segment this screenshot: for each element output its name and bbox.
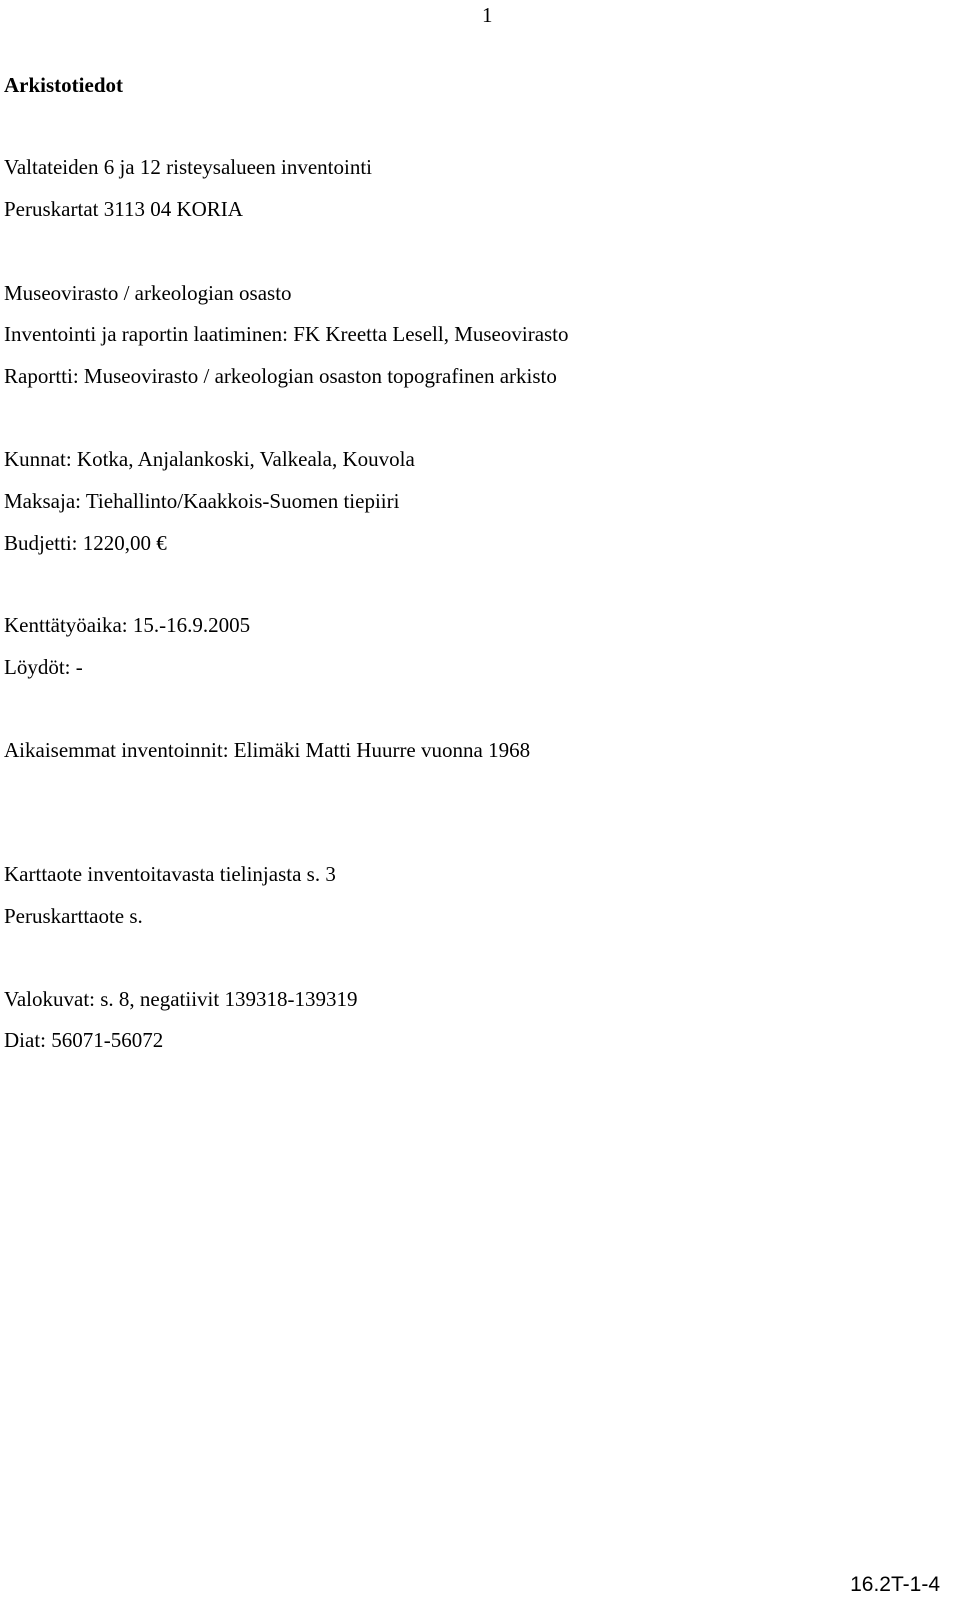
previous-inventories: Aikaisemmat inventoinnit: Elimäki Matti Huurre vuonna 1968 [4,738,531,762]
slides: Diat: 56071-56072 [4,1028,164,1052]
document-title: Arkistotiedot [4,73,123,97]
budget: Budjetti: 1220,00 € [4,531,167,555]
finds: Löydöt: - [4,655,83,679]
inventory-name: Valtateiden 6 ja 12 risteysalueen inventointi [4,155,372,179]
municipalities: Kunnat: Kotka, Anjalankoski, Valkeala, Kouvola [4,447,415,471]
footer-code: 16.2T-1-4 [850,1573,940,1596]
author: Inventointi ja raportin laatiminen: FK Kreetta Lesell, Museovirasto [4,322,569,346]
fieldwork-period: Kenttätyöaika: 15.-16.9.2005 [4,613,251,637]
page-number: 1 [482,3,493,27]
base-map-excerpt: Peruskarttaote s. [4,904,143,928]
base-maps: Peruskartat 3113 04 KORIA [4,197,243,221]
payer: Maksaja: Tiehallinto/Kaakkois-Suomen tiepiiri [4,489,400,513]
map-excerpt: Karttaote inventoitavasta tielinjasta s. 3 [4,862,336,886]
photographs: Valokuvat: s. 8, negatiivit 139318-139319 [4,987,358,1011]
organization: Museovirasto / arkeologian osasto [4,281,292,305]
report-archive: Raportti: Museovirasto / arkeologian osaston topografinen arkisto [4,364,557,388]
